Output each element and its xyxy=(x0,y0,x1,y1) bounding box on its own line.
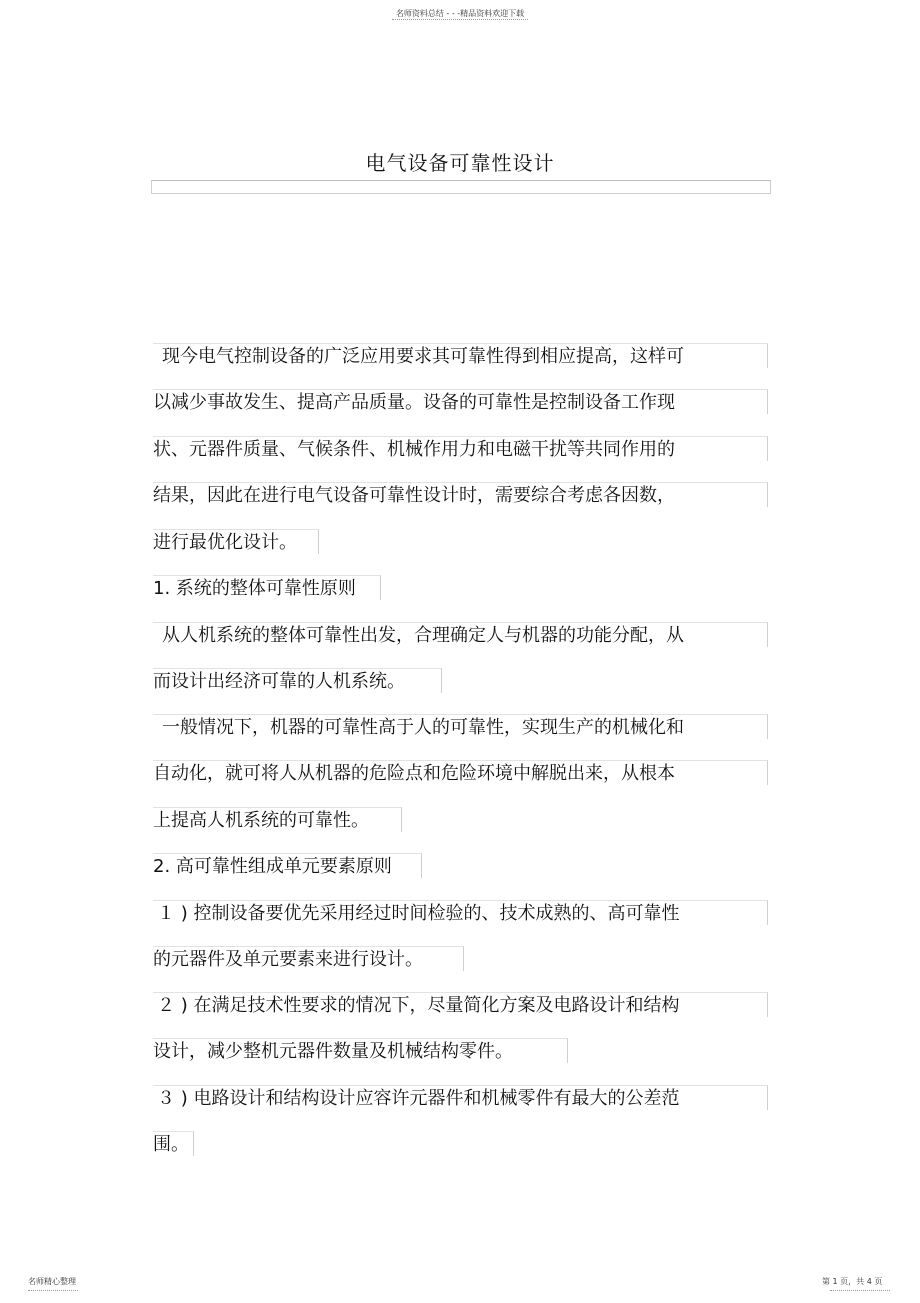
body-line: 设计，减少整机元器件数量及机械结构零件。 xyxy=(153,1041,513,1062)
page-header: 名师资料总结 - - -精品资料欢迎下载 xyxy=(395,9,525,18)
list-item: ２ ) 在满足技术性要求的情况下，尽量简化方案及电路设计和结构 xyxy=(157,995,680,1016)
body-line: 围。 xyxy=(153,1134,189,1155)
page-number: 第 1 页，共 4 页 xyxy=(822,1277,883,1286)
header-dotted-rule xyxy=(392,19,528,20)
body-line: 自动化，就可将人从机器的危险点和危险环境中解脱出来，从根本 xyxy=(153,763,675,784)
body-line: 进行最优化设计。 xyxy=(153,532,297,553)
footer-dotted-rule-left xyxy=(28,1290,78,1291)
body-line: 一般情况下，机器的可靠性高于人的可靠性，实现生产的机械化和 xyxy=(162,717,684,738)
body-line: 现今电气控制设备的广泛应用要求其可靠性得到相应提高，这样可 xyxy=(162,346,684,367)
list-item: １ ) 控制设备要优先采用经过时间检验的、技术成熟的、高可靠性 xyxy=(157,903,680,924)
footer-dotted-rule-right xyxy=(830,1290,890,1291)
section-heading: 1. 系统的整体可靠性原则 xyxy=(153,578,356,599)
section-heading: 2. 高可靠性组成单元要素原则 xyxy=(153,856,392,877)
title-underline-box xyxy=(151,180,771,194)
body-line: 的元器件及单元要素来进行设计。 xyxy=(153,949,423,970)
body-line: 状、元器件质量、气候条件、机械作用力和电磁干扰等共同作用的 xyxy=(153,439,675,460)
body-line: 从人机系统的整体可靠性出发，合理确定人与机器的功能分配，从 xyxy=(162,625,684,646)
list-item: ３ ) 电路设计和结构设计应容许元器件和机械零件有最大的公差范 xyxy=(157,1088,680,1109)
footer-left: 名师精心整理 xyxy=(28,1277,76,1286)
body-line: 上提高人机系统的可靠性。 xyxy=(153,810,369,831)
body-line: 以减少事故发生、提高产品质量。设备的可靠性是控制设备工作现 xyxy=(153,392,675,413)
body-line: 而设计出经济可靠的人机系统。 xyxy=(153,671,405,692)
document-title: 电气设备可靠性设计 xyxy=(365,151,555,175)
body-line: 结果，因此在进行电气设备可靠性设计时，需要综合考虑各因数， xyxy=(153,485,675,506)
